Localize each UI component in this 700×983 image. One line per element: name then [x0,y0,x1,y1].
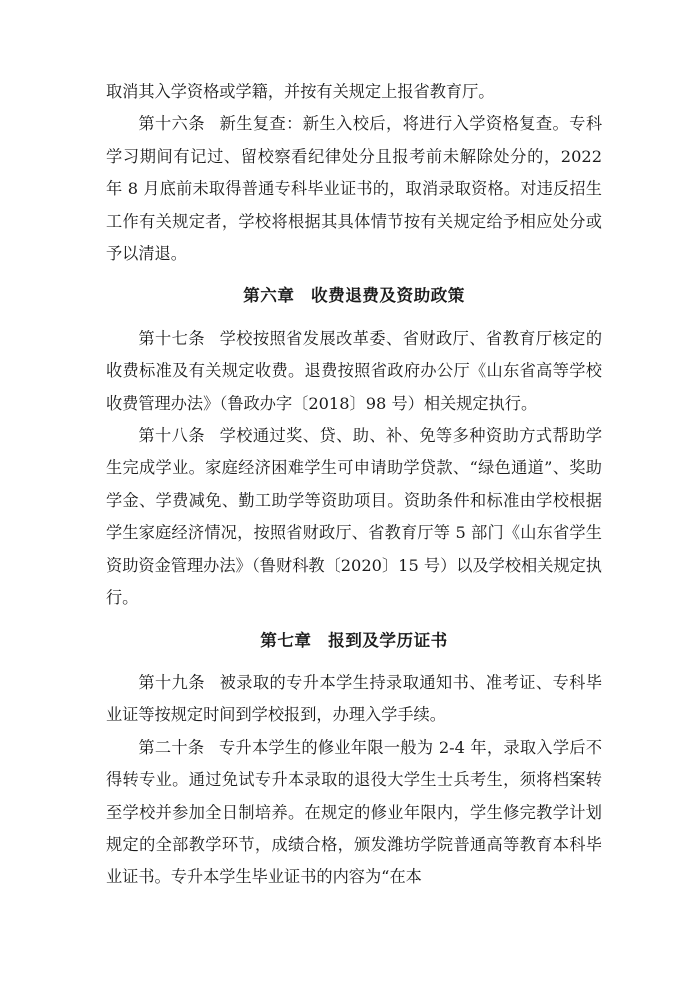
article-number: 第十八条 [138,426,205,446]
article-text: 学校按照省发展改革委、省财政厅、省教育厅核定的收费标准及有关规定收费。退费按照省政府办公厅《山东省高等学校收费管理办法》（鲁政办字〔2018〕98 号）相关规定执行。 [106,328,603,413]
article-number: 第二十条 [138,737,205,757]
article-19 [106,667,602,732]
article-number: 第十九条 [138,672,205,692]
chapter-6-heading [106,280,602,312]
chapter-number: 第七章 [260,630,312,650]
article-text: 新生复查：新生入校后，将进行入学资格复查。专科学习期间有记过、留校察看纪律处分且报考前未解除处分的，2022 年 8 月底前未取得普通专科毕业证书的，取消录取资格。对违反招生工作有关规定者，学校将根据其具体情节按有关规定给予相应处分或予以清退。 [106,114,603,264]
article-text: 专升本学生的修业年限一般为 2-4 年，录取入学后不得转专业。通过免试专升本录取的退役大学生士兵考生，须将档案转至学校并参加全日制培养。在规定的修业年限内，学生修完教学计划规定的全部教学环节，成绩合格，颁发潍坊学院普通高等教育本科毕业证书。专升本学生毕业证书的内容为“在本 [106,737,603,887]
article-number: 第十七条 [138,328,205,348]
chapter-number: 第六章 [243,286,295,306]
article-18 [106,420,602,614]
article-text: 被录取的专升本学生持录取通知书、准考证、专科毕业证等按规定时间到学校报到，办理入学手续。 [106,672,603,725]
chapter-title: 报到及学历证书 [328,630,448,650]
article-text: 学校通过奖、贷、助、补、免等多种资助方式帮助学生完成学业。家庭经济困难学生可申请助学贷款、“绿色通道”、奖助学金、学费减免、勤工助学等资助项目。资助条件和标准由学校根据学生家庭经济情况，按照省财政厅、省教育厅等 5 部门《山东省学生资助资金管理办法》（鲁财科教〔2020〕15 号）以及学校相关规定执行。 [106,426,603,608]
article-17 [106,323,602,420]
paragraph-continuation [106,76,602,108]
article-number: 第十六条 [138,114,205,134]
paragraph-text: 取消其入学资格或学籍，并按有关规定上报省教育厅。 [106,82,495,101]
article-20 [106,732,602,894]
document-page [106,76,602,894]
article-16 [106,108,602,270]
chapter-title: 收费退费及资助政策 [311,286,465,306]
chapter-7-heading [106,625,602,657]
